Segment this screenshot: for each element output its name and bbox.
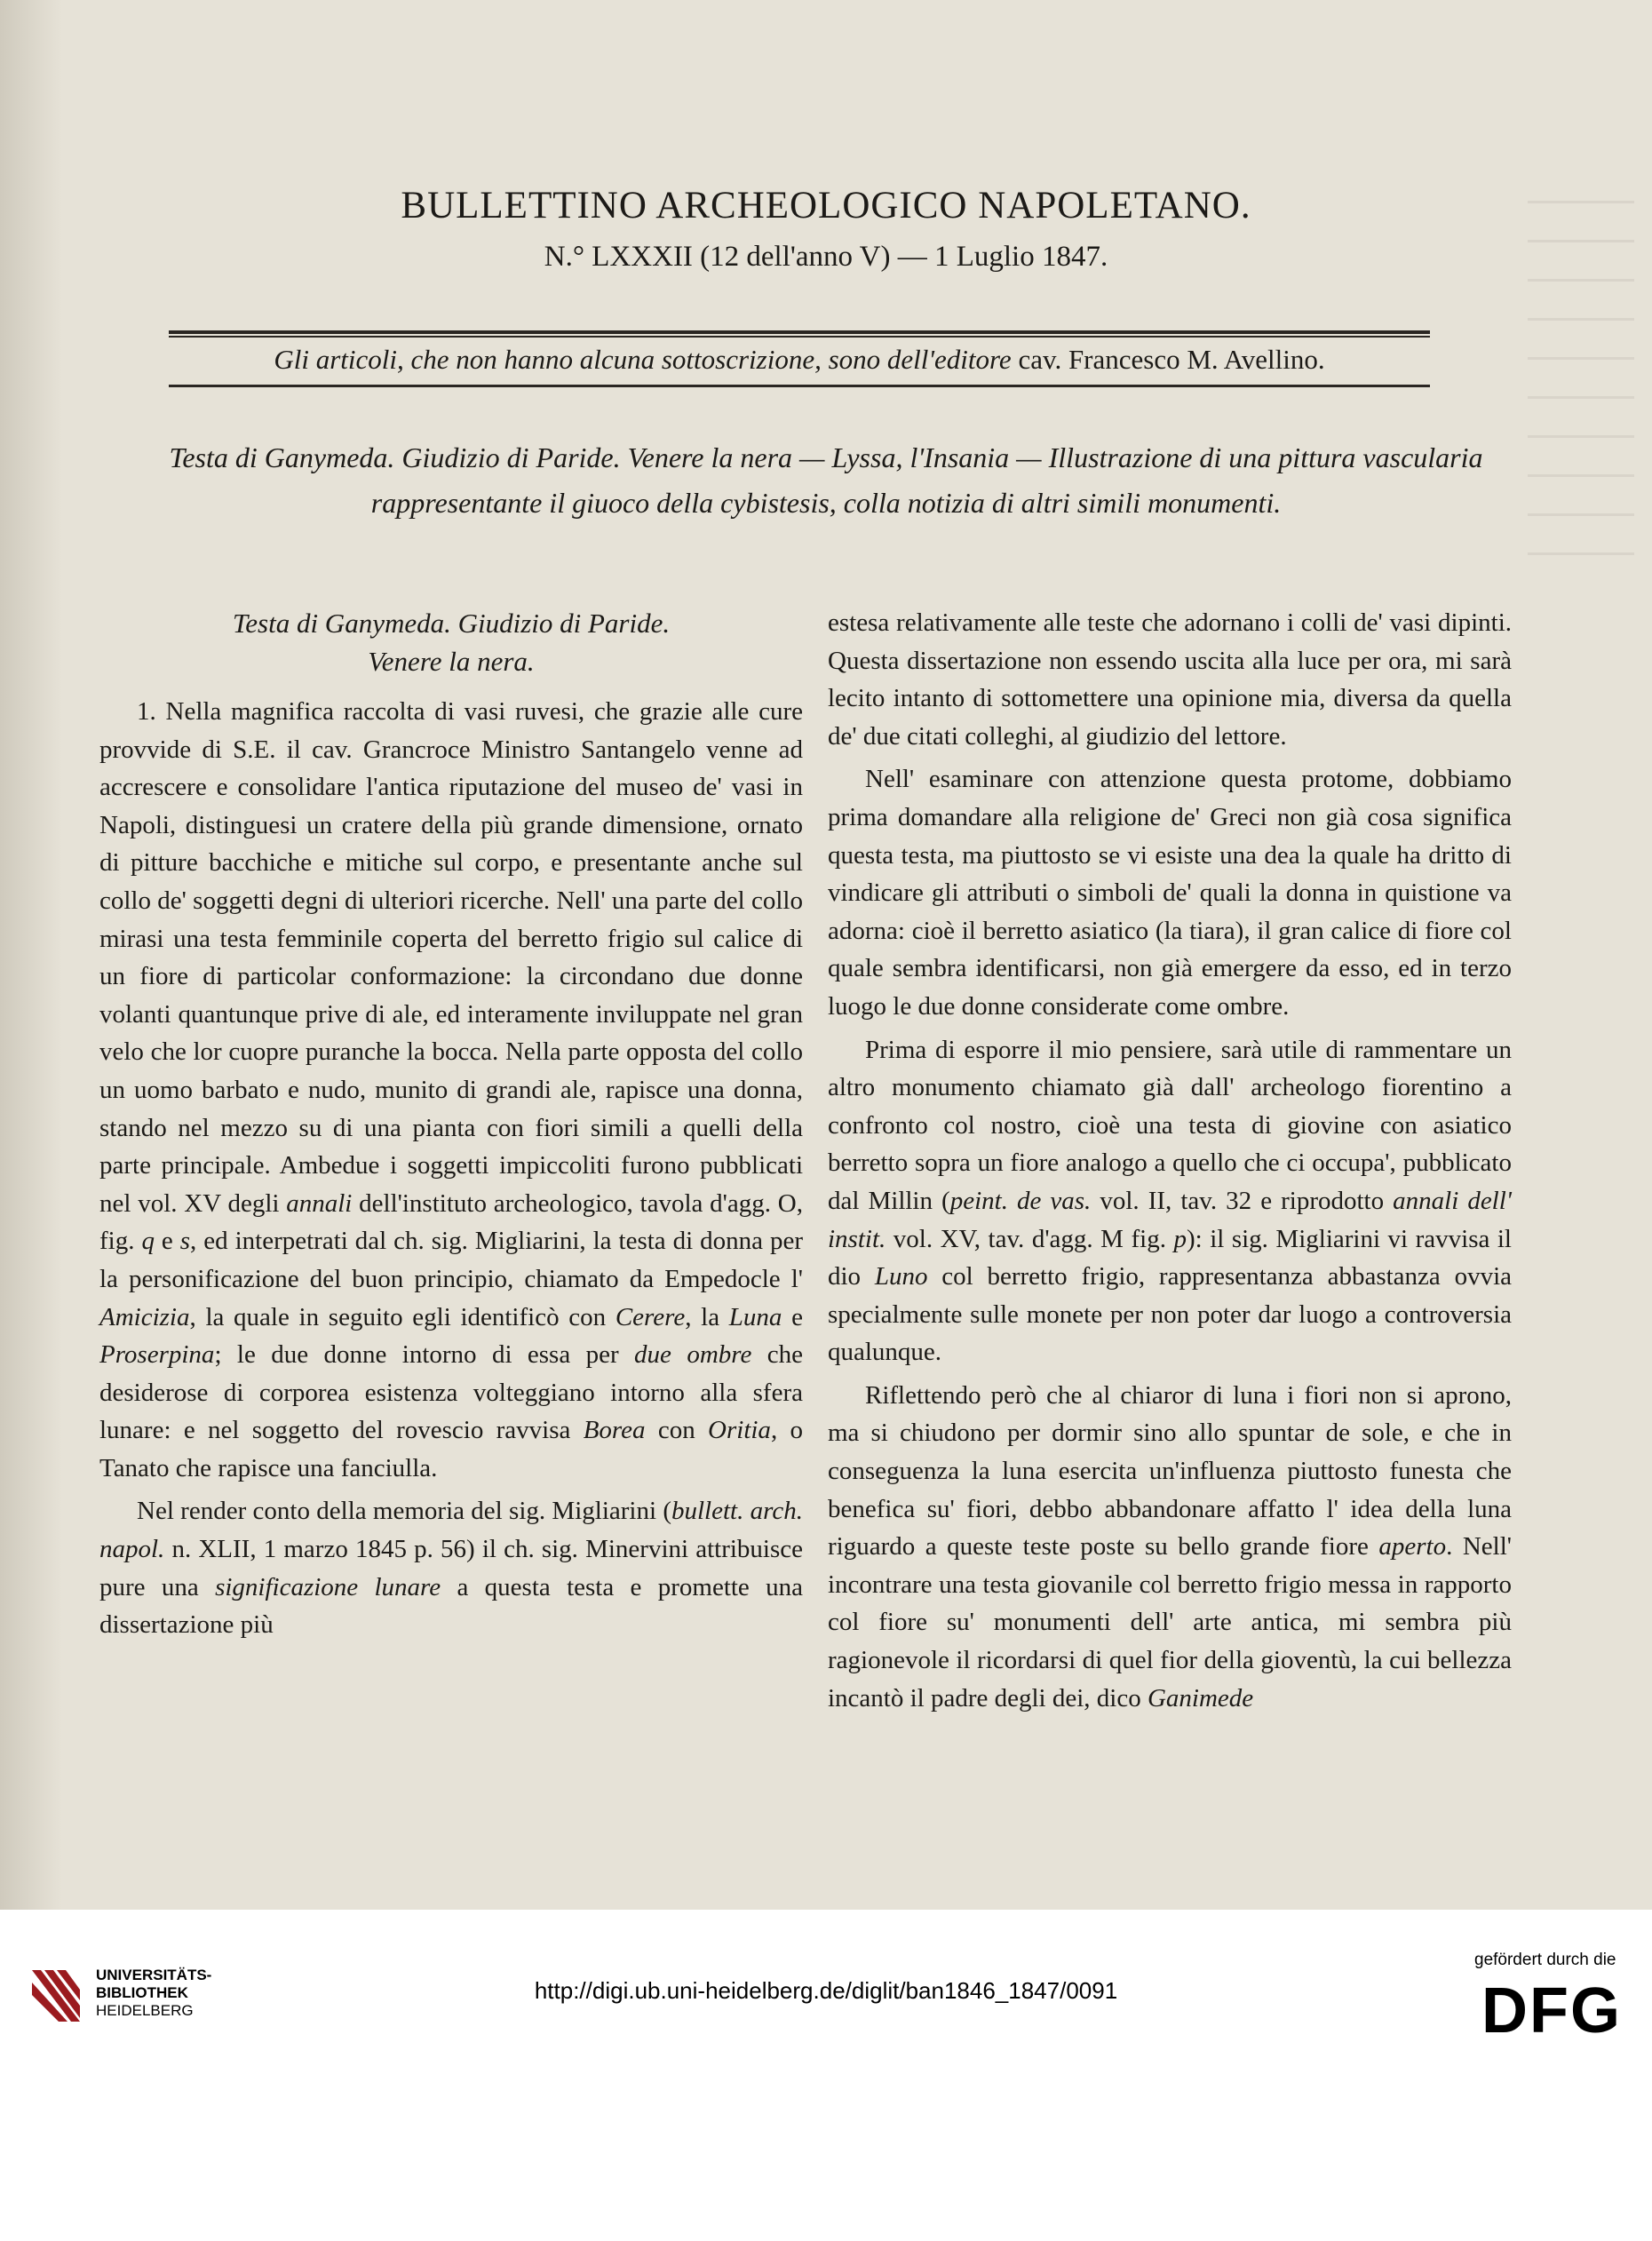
- paragraph: Nel render conto della memoria del sig. Migliarini (bullett. arch. napol. n. XLII, 1 marzo 1845 p. 56) il ch. sig. Minervini attribuisce pure una significazione lunare a questa testa e promette una dissertazione più: [99, 1497, 804, 1640]
- right-column: [828, 604, 1512, 1717]
- masthead: [160, 178, 1492, 279]
- paragraph: estesa relativamente alle teste che adornano i colli de' vasi dipinti. Questa dissertazione non essendo uscita alla luce per ora, mi sarà lecito intanto di sottomettere una opinione mia, diversa da quella de' due citati colleghi, al giudizio del lettore.: [828, 608, 1512, 751]
- gutter-shadow: [0, 0, 62, 1910]
- editorial-note-editor: cav. Francesco M. Avellino.: [1018, 344, 1325, 375]
- journal-title: BULLETTINO ARCHEOLOGICO NAPOLETANO.: [401, 185, 1251, 226]
- library-name[interactable]: UNIVERSITÄTS- BIBLIOTHEK HEIDELBERG: [96, 1967, 212, 2019]
- paragraph: 1. Nella magnifica raccolta di vasi ruvesi, che grazie alle cure provvide di S.E. il cav. Grancroce Ministro Santangelo venne ad accrescere e consolidare l'antica riputazione del museo de' vasi in Napoli, distinguesi un cratere della più grande dimensione, ornato di pitture bacchiche e mitiche sul corpo, e presentante anche sul collo de' soggetti degni di ulteriori ricerche. Nell' una parte del collo mirasi una testa femminile coperta del berretto frigio sul calice di un fiore di particolar conformazione: la circondano due donne volanti quantunque prive di ale, ed interamente inviluppate nel gran velo che lor cuopre puranche la bocca. Nella parte opposta del collo un uomo barbato e nudo, munito di grandi ale, rapisce una donna, stando nel mezzo su di una pianta con fiori simili a quelli della parte principale. Ambedue i soggetti impiccoliti furono pubblicati nel vol. XV degli annali dell'instituto archeologico, tavola d'agg. O, fig. q e s, ed interpetrati dal ch. sig. Migliarini, la testa di donna per la personificazione del buon principio, chiamato da Empedocle l' Amicizia, la quale in seguito egli identificò con Cerere, la Luna e Proserpina; le due donne intorno di essa per due ombre che desiderose di corporea esistenza volteggiano intorno alla sfera lunare: e nel soggetto del rovescio ravvisa Borea con Oritia, o Tanato che rapisce una fanciulla.: [99, 697, 804, 1482]
- editorial-note-italic: Gli articoli, che non hanno alcuna sottoscrizione, sono dell'editore: [274, 344, 1012, 375]
- issue-line: N.° LXXXII (12 dell'anno V) — 1 Luglio 1847.: [544, 241, 1108, 273]
- funding-note: gefördert durch die: [1474, 1951, 1616, 1969]
- viewer-footer-bar: [0, 1910, 1652, 2241]
- section-subtitle: Venere la nera.: [368, 646, 535, 677]
- section-title: Testa di Ganymeda. Giudizio di Paride.: [232, 608, 671, 639]
- dfg-logo[interactable]: DFG: [1481, 1975, 1622, 2046]
- left-column: [99, 604, 803, 1644]
- article-heading: Testa di Ganymeda. Giudizio di Paride. Venere la nera — Lyssa, l'Insania — Illustrazione di una pittura vascularia rappresentante il giuoco della cybistesis, colla notizia di altri simili monumenti.: [169, 441, 1483, 519]
- editorial-note: [169, 338, 1430, 382]
- paragraph: Prima di esporre il mio pensiere, sarà utile di rammentare un altro monumento chiamato già dall' archeologo fiorentino a confronto col nostro, cioè una testa di giovine con asiatico berretto sopra un fiore analogo a quello che ci occupa', pubblicato dal Millin (peint. de vas. vol. II, tav. 32 e riprodotto annali dell' instit. vol. XV, tav. d'agg. M fig. p): il sig. Migliarini vi ravvisa il dio Luno col berretto frigio, rappresentanza abbastanza ovvia specialmente sulle monete per non poter dar luogo a controversia qualunque.: [828, 1035, 1513, 1367]
- paragraph: Nell' esaminare con attenzione questa protome, dobbiamo prima domandare alla religione de' Greci non già cosa significa questa testa, ma piuttosto se vi esiste una dea la quale ha dritto di vindicare gli attributi o simboli de' quali la donna in quistione va adorna: cioè il berretto asiatico (la tiara), il gran calice di fiore col quale sembra identificarsi, non già emergere da esso, ed in terzo luogo le due donne considerate come ombre.: [828, 765, 1512, 1021]
- top-rule: [169, 330, 1430, 334]
- bottom-rule: [169, 385, 1430, 387]
- paragraph: Riflettendo però che al chiaror di luna i fiori non si aprono, ma si chiudono per dormir sino allo spuntar de sole, e che in conseguenza la luna esercita un'influenza piuttosto funesta che benefica su' fiori, debbo abbandonare affatto l' idea della luna riguardo a queste teste poste su bello grande fiore aperto. Nell' incontrare una testa giovanile col berretto frigio messa in rapporto col fiore su' monumenti dell' arte antica, mi sembra più ragionevole il ricordarsi di quel fior della gioventù, la cui bellezza incantò il padre degli dei, dico Ganimede: [828, 1380, 1512, 1713]
- university-seal-icon: [25, 1965, 87, 2027]
- permalink-url[interactable]: http://digi.ub.uni-heidelberg.de/diglit/ban1846_1847/0091: [534, 1977, 1118, 2004]
